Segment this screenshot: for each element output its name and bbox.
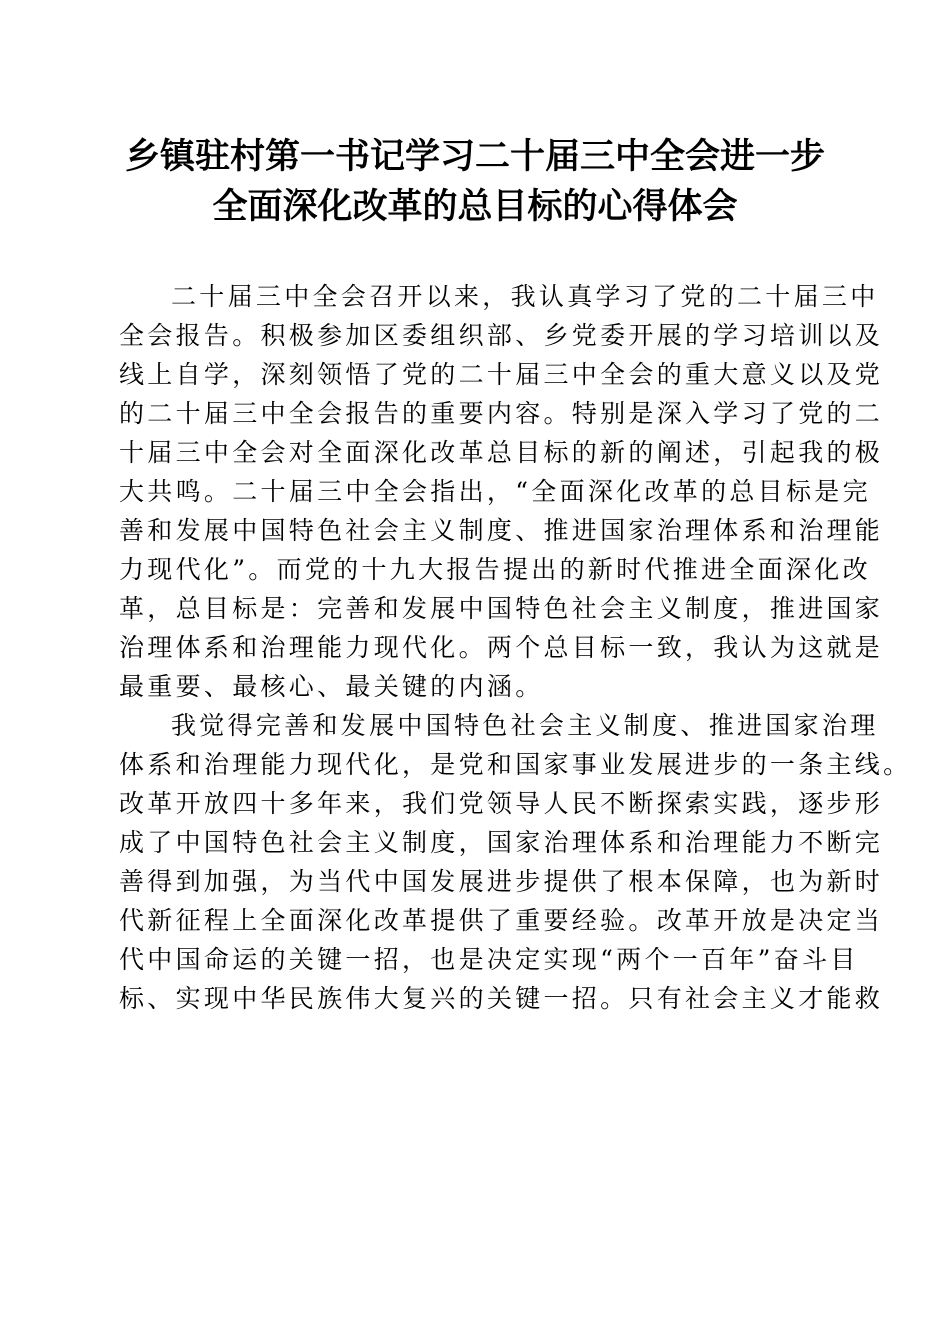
text-line: 标、实现中华民族伟大复兴的关键一招。只有社会主义才能救 [119,984,884,1013]
text-line: 善和发展中国特色社会主义制度、推进国家治理体系和治理能 [119,516,884,545]
document-title-line-2: 全面深化改革的总目标的心得体会 [212,186,738,227]
text-line: 全会报告。积极参加区委组织部、乡党委开展的学习培训以及 [119,321,884,350]
paragraph-1 [119,277,884,706]
text-line: 力现代化”。而党的十九大报告提出的新时代推进全面深化改 [119,555,871,584]
text-line: 治理体系和治理能力现代化。两个总目标一致，我认为这就是 [119,633,884,662]
text-line: 体系和治理能力现代化，是党和国家事业发展进步的一条主线。 [119,750,912,779]
text-line: 成了中国特色社会主义制度，国家治理体系和治理能力不断完 [119,828,884,857]
text-line: 二十届三中全会召开以来，我认真学习了党的二十届三中 [171,282,879,311]
text-line: 代新征程上全面深化改革提供了重要经验。改革开放是决定当 [119,906,884,935]
document-title-line-1: 乡镇驻村第一书记学习二十届三中全会进一步 [124,136,825,177]
document-body [119,277,912,1018]
text-line: 最重要、最核心、最关键的内涵。 [119,672,544,701]
text-line: 我觉得完善和发展中国特色社会主义制度、推进国家治理 [171,711,879,740]
text-line: 代中国命运的关键一招，也是决定实现“两个一百年”奋斗目 [119,945,859,974]
text-line: 十届三中全会对全面深化改革总目标的新的阐述，引起我的极 [119,438,884,467]
text-line: 革，总目标是：完善和发展中国特色社会主义制度，推进国家 [119,594,884,623]
text-line: 的二十届三中全会报告的重要内容。特别是深入学习了党的二 [119,399,884,428]
text-line: 大共鸣。二十届三中全会指出，“全面深化改革的总目标是完 [119,477,871,506]
text-line: 善得到加强，为当代中国发展进步提供了根本保障，也为新时 [119,867,884,896]
paragraph-2 [119,706,912,1018]
text-line: 改革开放四十多年来，我们党领导人民不断探索实践，逐步形 [119,789,884,818]
text-line: 线上自学，深刻领悟了党的二十届三中全会的重大意义以及党 [119,360,884,389]
